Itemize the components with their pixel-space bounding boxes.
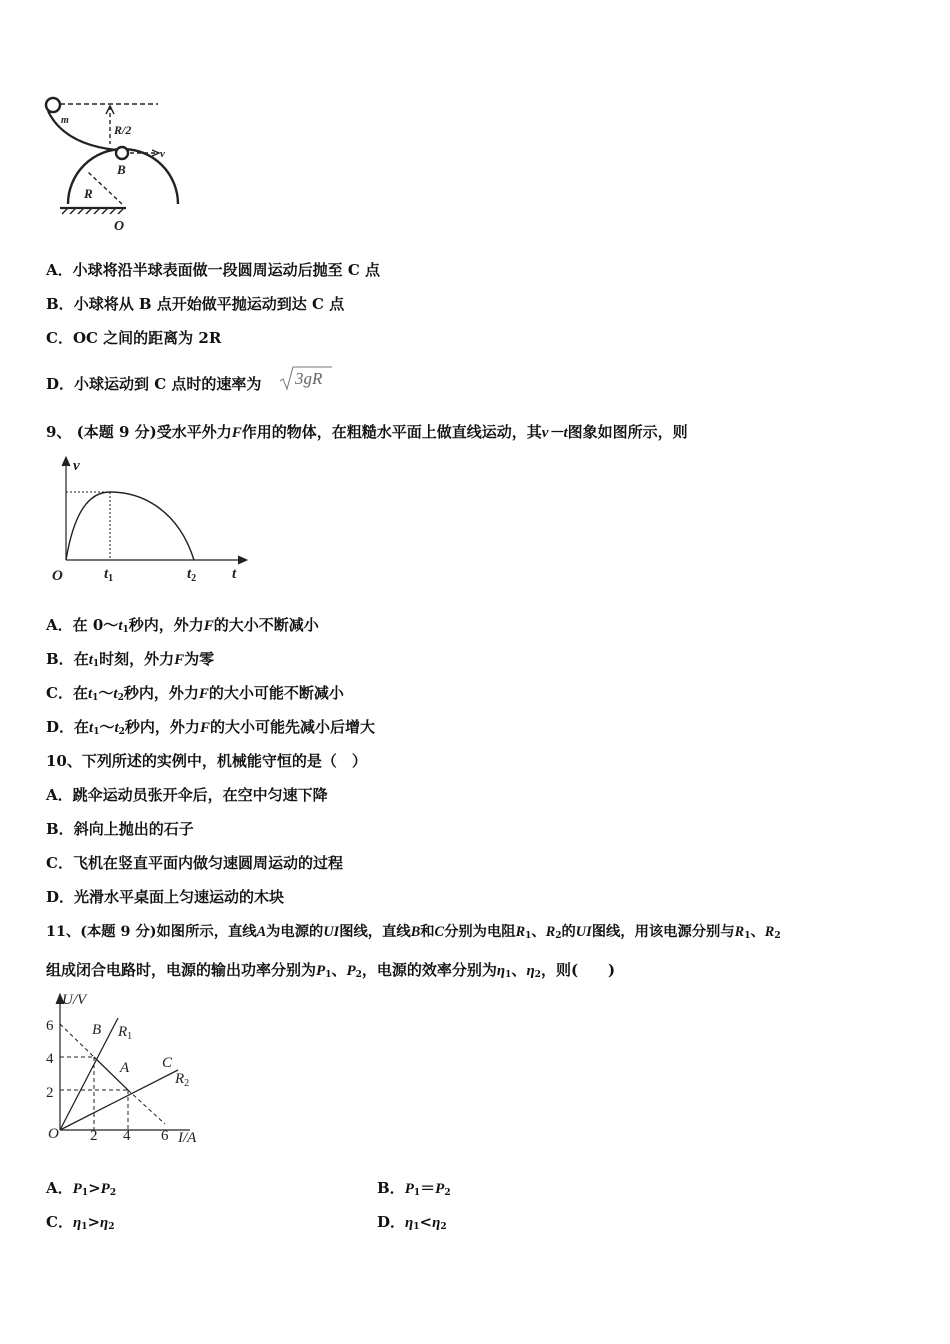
- q9-stem-pre: 9、 (本题 9 分)受水平外力: [46, 423, 232, 441]
- q11-option-c-e1: η: [72, 1215, 82, 1231]
- q11-l2-e: ，则( ): [540, 961, 616, 979]
- q9-option-a: [46, 615, 319, 640]
- q11-option-b-p1: P: [404, 1181, 414, 1197]
- q9-stem-vt: v－t: [541, 425, 568, 441]
- q11-option-a-s2: 2: [109, 1188, 117, 1198]
- q8-option-a: [46, 260, 380, 280]
- ui-x-tick-6: 6: [161, 1128, 169, 1144]
- q10-option-d-text: 光滑水平桌面上匀速运动的木块: [74, 888, 285, 906]
- q11-l1-R1s: 1: [525, 931, 532, 941]
- q10-option-c: [46, 853, 343, 873]
- q8-option-b-text: 小球将从 B 点开始做平抛运动到达 C 点: [73, 295, 345, 313]
- q9-stem-f: F: [231, 425, 242, 441]
- q11-option-d-op: <: [419, 1213, 433, 1231]
- q11-l1-B: B: [410, 924, 421, 940]
- ui-line-a-dashed-top: [60, 1024, 94, 1057]
- q10-option-a-letter: A．: [46, 786, 73, 804]
- q11-l2-P1s: 1: [325, 970, 332, 980]
- q9-option-d-mid1: ～: [99, 718, 115, 736]
- ui-x-label: I/A: [178, 1130, 197, 1146]
- q11-l1-UI2: UI: [575, 924, 592, 940]
- q8-option-c: [46, 328, 221, 348]
- q11-l1-e: 分别为电阻: [444, 924, 516, 940]
- q11-l1-f: 、: [531, 924, 546, 940]
- q9-option-c: [46, 683, 344, 708]
- q9-option-b-letter: B．: [46, 650, 74, 668]
- q9-option-a-mid: 秒内，外力: [128, 616, 204, 634]
- q11-l1-R2bs: 2: [774, 931, 781, 941]
- ui-label-r2: $R_2$: [175, 1071, 190, 1089]
- q11-option-a-op: >: [88, 1179, 101, 1197]
- q10-option-b-letter: B．: [46, 820, 74, 838]
- q8-option-a-letter: A．: [46, 261, 73, 279]
- q11-option-a: [46, 1178, 116, 1203]
- q11-l1-A: A: [256, 924, 267, 940]
- q8-option-b-letter: B．: [46, 295, 74, 313]
- q8-option-a-text: 小球将沿半球表面做一段圆周运动后抛至 C 点: [72, 261, 381, 279]
- ui-y-label: U/V: [62, 992, 87, 1008]
- q9-option-c-pre: 在: [72, 684, 88, 702]
- sqrt-formula: [278, 364, 334, 392]
- q8-option-c-letter: C．: [46, 329, 73, 347]
- q10-option-a: [46, 785, 328, 805]
- q9-option-b-sub: 1: [92, 659, 100, 669]
- q11-option-a-letter: A．: [46, 1179, 73, 1197]
- q9-option-a-t: t: [118, 618, 123, 634]
- q11-option-a-p2: P: [100, 1181, 110, 1197]
- q11-l1-R2b: R: [764, 924, 775, 940]
- q9-stem-mid: 作用的物体，在粗糙水平面上做直线运动，其: [241, 423, 542, 441]
- q9-option-c-mid1: ～: [98, 684, 114, 702]
- q11-option-d-letter: D．: [377, 1213, 406, 1231]
- q9-stem: [46, 422, 688, 443]
- vt-label-t2: $t_2$: [187, 566, 197, 584]
- vt-y-arrow: [62, 457, 70, 466]
- q11-l1-R1b: R: [734, 924, 745, 940]
- q11-l2-P2s: 2: [355, 970, 362, 980]
- q10-option-d-letter: D．: [46, 888, 75, 906]
- ui-y-tick-2: 2: [46, 1085, 54, 1101]
- q8-option-d: [46, 374, 261, 394]
- q9-option-c-letter: C．: [46, 684, 73, 702]
- vt-x-arrow: [238, 556, 247, 564]
- q9-option-d-sub1: 1: [93, 727, 100, 737]
- q11-l1-R1: R: [515, 924, 526, 940]
- track-curve: [48, 111, 116, 150]
- q9-option-d-t1: t: [89, 720, 94, 736]
- q9-option-c-sub1: 1: [92, 693, 99, 703]
- q11-option-c-s1: 1: [81, 1222, 88, 1232]
- q10-option-a-text: 跳伞运动员张开伞后，在空中匀速下降: [72, 786, 328, 804]
- ui-label-c: C: [162, 1055, 173, 1071]
- ui-line-a-dashed-bottom: [128, 1090, 165, 1124]
- q11-l2-eta1s: 1: [505, 970, 512, 980]
- q11-l2-eta2: η: [526, 963, 535, 979]
- sqrt-radicand: 3gR: [295, 369, 323, 388]
- vt-label-o: O: [52, 568, 63, 584]
- q9-option-c-t1: t: [87, 686, 93, 702]
- ui-x-tick-4: 4: [123, 1128, 131, 1144]
- q9-option-c-t2: t: [113, 686, 118, 702]
- q11-option-b-op: ＝: [420, 1179, 436, 1197]
- q11-l1-R2s: 2: [555, 931, 562, 941]
- ball-b: [116, 147, 128, 159]
- q10-option-b: [46, 819, 194, 839]
- ui-y-tick-4: 4: [46, 1051, 54, 1067]
- ball-start: [46, 98, 60, 112]
- vt-label-v: v: [73, 458, 80, 474]
- q9-option-b-t: t: [88, 652, 93, 668]
- q11-l1-UI: UI: [323, 924, 340, 940]
- q11-stem-line1: [46, 922, 781, 946]
- q9-option-a-pre: 在 0～: [72, 616, 119, 634]
- label-v: v: [160, 148, 165, 160]
- q9-option-a-letter: A．: [46, 616, 73, 634]
- ui-x-tick-2: 2: [90, 1128, 98, 1144]
- q9-stem-post: 图象如图所示，则: [567, 423, 688, 441]
- q11-l1-R1bs: 1: [744, 931, 751, 941]
- q11-option-d: [377, 1212, 447, 1237]
- q11-option-d-e2: η: [432, 1215, 441, 1231]
- q9-option-d-mid2: 秒内，外力: [124, 718, 200, 736]
- q11-option-d-e1: η: [405, 1215, 414, 1231]
- q11-option-d-s2: 2: [440, 1222, 447, 1232]
- q9-option-d-t2: t: [114, 720, 119, 736]
- q11-option-c-letter: C．: [46, 1213, 73, 1231]
- q9-option-d-sub2: 2: [118, 727, 125, 737]
- ui-graph: [40, 988, 220, 1153]
- q11-option-a-p1: P: [72, 1181, 82, 1197]
- q11-l1-d: 和: [420, 924, 435, 940]
- q9-option-a-f: F: [203, 618, 214, 634]
- q10-option-c-letter: C．: [46, 854, 73, 872]
- q11-option-b-s2: 2: [444, 1188, 451, 1198]
- label-b: B: [117, 162, 126, 177]
- ui-y-tick-6: 6: [46, 1018, 54, 1034]
- q11-l2-eta2s: 2: [534, 970, 541, 980]
- q9-option-b-mid: 时刻，外力: [99, 650, 175, 668]
- q9-option-b-f: F: [174, 652, 185, 668]
- q9-option-d-f: F: [199, 720, 210, 736]
- q11-l2-d: 、: [511, 961, 527, 979]
- vt-curve: [66, 492, 194, 560]
- label-m: m: [61, 115, 69, 126]
- q11-l1-R2: R: [545, 924, 556, 940]
- q9-option-c-mid2: 秒内，外力: [123, 684, 199, 702]
- q11-l2-eta1: η: [496, 963, 506, 979]
- q9-option-b-post: 为零: [184, 650, 215, 668]
- q11-l1-h: 图线，用该电源分别与: [591, 924, 735, 940]
- q9-option-a-sub: 1: [122, 625, 129, 635]
- q9-option-a-post: 的大小不断减小: [213, 616, 319, 634]
- label-r: R: [84, 186, 93, 201]
- hemisphere-figure: [40, 92, 190, 234]
- q11-l2-P2: P: [346, 963, 356, 979]
- q11-option-b-letter: B．: [377, 1179, 405, 1197]
- q11-option-c-op: >: [87, 1213, 101, 1231]
- q9-option-c-post: 的大小可能不断减小: [208, 684, 344, 702]
- q9-option-b: [46, 649, 214, 674]
- q11-stem-line2: [46, 960, 615, 985]
- q11-l1-C: C: [434, 924, 445, 940]
- q8-option-b: [46, 294, 344, 314]
- q9-option-c-sub2: 2: [117, 693, 124, 703]
- q11-option-b: [377, 1178, 451, 1203]
- q11-option-c-s2: 2: [108, 1222, 115, 1232]
- label-r-half: R/2: [114, 123, 132, 137]
- ui-label-a: A: [120, 1060, 130, 1076]
- q8-option-c-text: OC 之间的距离为 2R: [72, 329, 222, 347]
- vt-graph: [44, 452, 254, 592]
- q11-l2-c: ，电源的效率分别为: [361, 961, 497, 979]
- q10-stem: 10、下列所述的实例中，机械能守恒的是（ ）: [46, 752, 367, 770]
- q11-l1-a: 11、(本题 9 分)如图所示，直线: [46, 924, 257, 940]
- q11-option-b-p2: P: [435, 1181, 445, 1197]
- q11-l1-c: 图线，直线: [339, 924, 411, 940]
- q9-option-b-pre: 在: [73, 650, 89, 668]
- vt-label-t1: $t_1$: [104, 566, 114, 584]
- q11-l2-b: 、: [331, 961, 347, 979]
- q11-option-d-s1: 1: [413, 1222, 420, 1232]
- q9-option-d-letter: D．: [46, 718, 75, 736]
- q11-l1-b: 为电源的: [266, 924, 324, 940]
- q11-l1-i: 、: [750, 924, 765, 940]
- q11-l2-a: 组成闭合电路时，电源的输出功率分别为: [46, 961, 317, 979]
- q10-option-b-text: 斜向上抛出的石子: [73, 820, 194, 838]
- q9-option-d-pre: 在: [74, 718, 90, 736]
- q11-option-c: [46, 1212, 115, 1237]
- q9-option-c-f: F: [198, 686, 209, 702]
- ui-label-r1: $R_1$: [118, 1024, 133, 1042]
- ui-line-b: [60, 1018, 118, 1130]
- q10-option-d: [46, 887, 284, 907]
- ui-line-c: [60, 1070, 178, 1130]
- q8-option-d-text: 小球运动到 C 点时的速率为: [74, 375, 262, 393]
- q9-option-d-post: 的大小可能先减小后增大: [209, 718, 375, 736]
- ui-origin: O: [48, 1126, 59, 1142]
- q10-option-c-text: 飞机在竖直平面内做匀速圆周运动的过程: [72, 854, 343, 872]
- q11-option-c-e2: η: [100, 1215, 109, 1231]
- q11-option-b-s1: 1: [413, 1188, 421, 1198]
- ui-label-b: B: [92, 1022, 102, 1038]
- q11-option-a-s1: 1: [81, 1188, 89, 1198]
- vt-label-t: t: [232, 566, 237, 582]
- q11-l2-P1: P: [316, 963, 326, 979]
- q11-l1-g: 的: [561, 924, 576, 940]
- q9-option-d: [46, 717, 375, 742]
- label-o: O: [114, 219, 125, 234]
- q8-option-d-letter: D．: [46, 375, 75, 393]
